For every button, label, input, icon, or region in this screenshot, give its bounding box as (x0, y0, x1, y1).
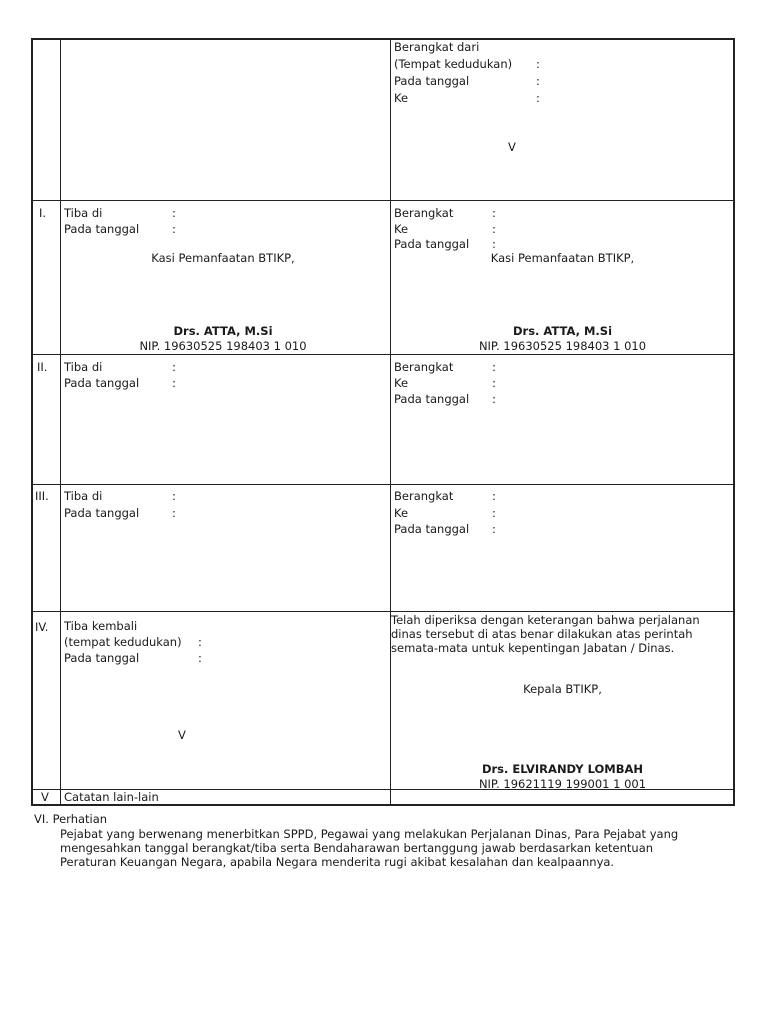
colon: : (492, 206, 496, 220)
colon: : (172, 489, 176, 503)
signatory-nip: NIP. 19630525 198403 1 010 (139, 339, 307, 353)
colon: : (172, 376, 176, 390)
pada-tanggal-label: Pada tanggal (394, 237, 470, 251)
berangkat-label: Berangkat (394, 206, 454, 220)
berangkat-label: Berangkat (394, 360, 454, 374)
ke-label: Ke (394, 222, 409, 236)
tempat-kedudukan-label: (tempat kedudukan) (64, 635, 182, 649)
pada-tanggal-label: Pada tanggal (64, 651, 140, 665)
signatory-position: Kasi Pemanfaatan BTIKP, (490, 251, 635, 265)
signatory-position: Kepala BTIKP, (523, 682, 602, 696)
statement-line-3: semata-mata untuk kepentingan Jabatan / Dinas. (391, 641, 675, 655)
tempat-kedudukan-label: (Tempat kedudukan) (394, 57, 513, 71)
berangkat-dari-label: Berangkat dari (394, 40, 480, 54)
statement-line-1: Telah diperiksa dengan keterangan bahwa perjalanan (391, 613, 700, 627)
signatory-name: Drs. ELVIRANDY LOMBAH (481, 762, 644, 776)
colon: : (492, 222, 496, 236)
row-number: III. (35, 489, 49, 503)
colon: : (198, 651, 202, 665)
colon: : (492, 522, 496, 536)
ke-label: Ke (394, 376, 409, 390)
statement-line-2: dinas tersebut di atas benar dilakukan atas perintah (391, 627, 693, 641)
signatory-position: Kasi Pemanfaatan BTIKP, (151, 251, 295, 265)
colon: : (536, 91, 540, 105)
pada-tanggal-label: Pada tanggal (64, 376, 140, 390)
colon: : (172, 360, 176, 374)
notes-line-3: Peraturan Keuangan Negara, apabila Negara menderita rugi akibat kesalahan dan kealpaannya. (60, 855, 615, 869)
row-number: II. (37, 360, 48, 374)
pada-tanggal-label: Pada tanggal (394, 522, 470, 536)
pada-tanggal-label: Pada tanggal (64, 506, 140, 520)
row-number: I. (39, 206, 47, 220)
row-number: IV. (35, 620, 49, 634)
colon: : (492, 237, 496, 251)
catatan-label: Catatan lain-lain (64, 790, 159, 804)
colon: : (492, 360, 496, 374)
signatory-nip: NIP. 19630525 198403 1 010 (478, 339, 647, 353)
colon: : (172, 206, 176, 220)
colon: : (492, 376, 496, 390)
row-divider-3 (33, 484, 733, 485)
colon: : (492, 489, 496, 503)
row-divider-1 (33, 200, 733, 201)
tiba-kembali-label: Tiba kembali (64, 619, 138, 633)
colon: : (492, 506, 496, 520)
number-column-divider (60, 40, 61, 804)
ke-label: Ke (394, 91, 409, 105)
colon: : (492, 392, 496, 406)
check-mark: V (178, 728, 186, 742)
signatory-nip: NIP. 19621119 199001 1 001 (478, 777, 647, 791)
notes-line-2: mengesahkan tanggal berangkat/tiba serta Bendaharawan bertanggung jawab berdasarkan ketentuan (60, 841, 654, 855)
pada-tanggal-label: Pada tanggal (64, 222, 140, 236)
row-divider-2 (33, 354, 733, 355)
tiba-di-label: Tiba di (64, 489, 103, 503)
tiba-di-label: Tiba di (64, 206, 103, 220)
colon: : (198, 635, 202, 649)
tiba-di-label: Tiba di (64, 360, 103, 374)
row-divider-4 (33, 611, 733, 612)
signatory-name: Drs. ATTA, M.Si (173, 324, 273, 338)
berangkat-label: Berangkat (394, 489, 454, 503)
check-mark: V (508, 140, 516, 154)
pada-tanggal-label: Pada tanggal (394, 392, 470, 406)
row-number: V (41, 790, 49, 804)
colon: : (536, 57, 540, 71)
notes-heading: VI. Perhatian (34, 812, 108, 826)
colon: : (172, 222, 176, 236)
colon: : (536, 74, 540, 88)
ke-label: Ke (394, 506, 409, 520)
signatory-name: Drs. ATTA, M.Si (512, 324, 613, 338)
colon: : (172, 506, 176, 520)
notes-line-1: Pejabat yang berwenang menerbitkan SPPD, Pegawai yang melakukan Perjalanan Dinas, Para Pejabat yang (60, 827, 679, 841)
pada-tanggal-label: Pada tanggal (394, 74, 470, 88)
